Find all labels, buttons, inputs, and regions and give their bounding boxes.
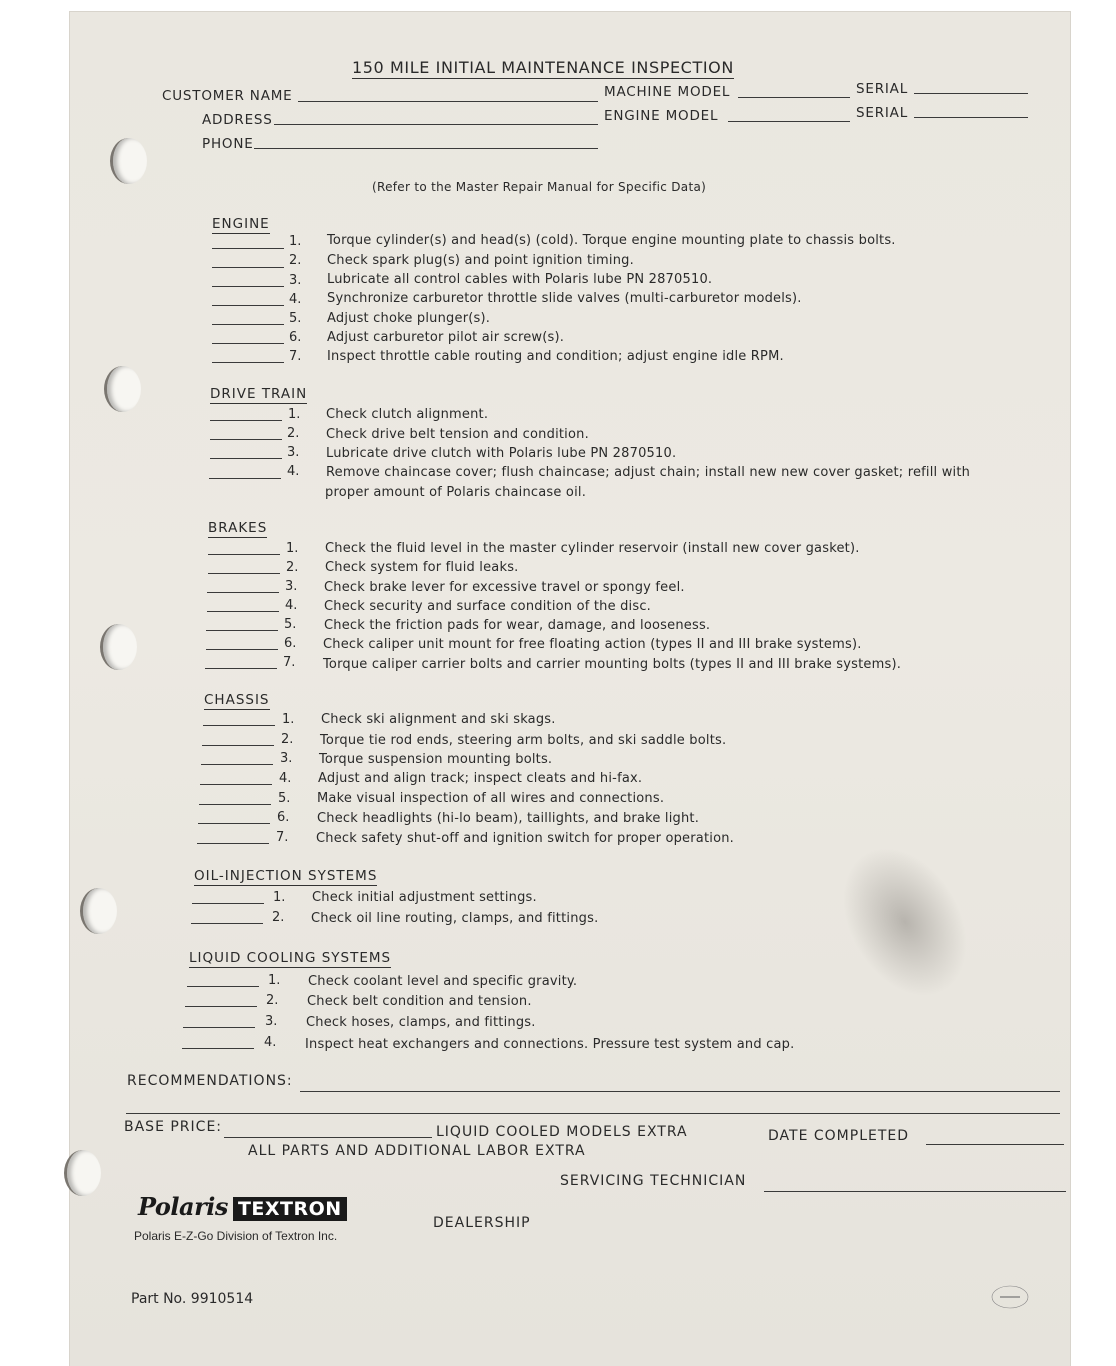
- check-blank[interactable]: [182, 1048, 254, 1049]
- item-text: Remove chaincase cover; flush chaincase; adjust chain; install new new cover gasket; refill with: [326, 465, 971, 480]
- machine-model-label: MACHINE MODEL: [604, 84, 731, 100]
- check-blank[interactable]: [198, 823, 270, 824]
- check-blank[interactable]: [206, 649, 278, 650]
- division-text: Polaris E-Z-Go Division of Textron Inc.: [134, 1229, 338, 1243]
- check-blank[interactable]: [212, 286, 284, 287]
- stain-mark: [817, 825, 992, 1019]
- item-text: Torque tie rod ends, steering arm bolts, and ski saddle bolts.: [320, 733, 727, 748]
- item-number: 5.: [289, 311, 302, 326]
- check-blank[interactable]: [202, 745, 274, 746]
- dealership-label: DEALERSHIP: [433, 1215, 531, 1231]
- item-text: Check the friction pads for wear, damage, and looseness.: [324, 618, 711, 633]
- item-text: Synchronize carburetor throttle slide valves (multi-carburetor models).: [327, 291, 802, 306]
- check-blank[interactable]: [212, 343, 284, 344]
- item-number: 3.: [265, 1014, 278, 1029]
- item-text: Check caliper unit mount for free floating action (types II and III brake systems).: [323, 637, 862, 652]
- binder-hole: [104, 366, 141, 412]
- item-number: 1.: [282, 712, 295, 727]
- base-price-label: BASE PRICE:: [124, 1119, 223, 1135]
- check-blank[interactable]: [183, 1027, 255, 1028]
- address-label: ADDRESS: [202, 112, 273, 128]
- check-blank[interactable]: [199, 804, 271, 805]
- check-blank[interactable]: [208, 573, 280, 574]
- item-text: Check belt condition and tension.: [307, 994, 532, 1009]
- machine-model-field[interactable]: [738, 97, 850, 98]
- check-blank[interactable]: [185, 1006, 257, 1007]
- section-heading: BRAKES: [208, 520, 268, 536]
- liquid-cooled-note: LIQUID COOLED MODELS EXTRA: [436, 1124, 688, 1140]
- engine-model-field[interactable]: [728, 121, 850, 122]
- serial-field[interactable]: [914, 117, 1028, 118]
- item-text: Check brake lever for excessive travel or spongy feel.: [324, 580, 685, 595]
- phone-label: PHONE: [202, 136, 254, 152]
- check-blank[interactable]: [210, 439, 282, 440]
- serial-label: SERIAL: [856, 81, 909, 97]
- item-number: 3.: [289, 273, 302, 288]
- item-number: 4.: [289, 292, 302, 307]
- parts-labor-note: ALL PARTS AND ADDITIONAL LABOR EXTRA: [248, 1143, 586, 1159]
- binder-hole: [110, 138, 147, 184]
- item-text: Check headlights (hi-lo beam), taillights, and brake light.: [317, 811, 700, 826]
- recommendations-label: RECOMMENDATIONS:: [127, 1073, 293, 1089]
- item-text-continued: proper amount of Polaris chaincase oil.: [325, 485, 587, 500]
- item-text: Check the fluid level in the master cylinder reservoir (install new cover gasket).: [325, 541, 860, 556]
- check-blank[interactable]: [212, 362, 284, 363]
- check-blank[interactable]: [210, 420, 282, 421]
- item-number: 2.: [266, 993, 279, 1008]
- check-blank[interactable]: [205, 668, 277, 669]
- item-text: Check system for fluid leaks.: [325, 560, 519, 575]
- item-text: Torque suspension mounting bolts.: [319, 752, 553, 767]
- item-number: 2.: [287, 426, 300, 441]
- check-blank[interactable]: [203, 725, 275, 726]
- binder-hole: [64, 1150, 101, 1196]
- item-number: 5.: [278, 791, 291, 806]
- item-number: 4.: [264, 1035, 277, 1050]
- item-number: 1.: [286, 541, 299, 556]
- item-text: Torque cylinder(s) and head(s) (cold). Torque engine mounting plate to chassis bolts.: [327, 233, 896, 248]
- polaris-logo-text: Polaris: [138, 1192, 228, 1221]
- check-blank[interactable]: [212, 324, 284, 325]
- page-title: 150 MILE INITIAL MAINTENANCE INSPECTION: [352, 58, 734, 77]
- base-price-field[interactable]: [224, 1137, 432, 1138]
- item-text: Check clutch alignment.: [326, 407, 489, 422]
- item-text: Make visual inspection of all wires and connections.: [317, 791, 665, 806]
- section-heading: ENGINE: [212, 216, 270, 232]
- item-text: Adjust carburetor pilot air screw(s).: [327, 330, 565, 345]
- customer-name-field[interactable]: [298, 101, 598, 102]
- address-field[interactable]: [274, 124, 598, 125]
- item-number: 4.: [287, 464, 300, 479]
- customer-name-label: CUSTOMER NAME: [162, 88, 293, 104]
- serial-label: SERIAL: [856, 105, 909, 121]
- item-number: 2.: [289, 253, 302, 268]
- item-number: 7.: [283, 655, 296, 670]
- check-blank[interactable]: [206, 630, 278, 631]
- item-text: Torque caliper carrier bolts and carrier mounting bolts (types II and III brake systems).: [323, 657, 902, 672]
- item-text: Check spark plug(s) and point ignition timing.: [327, 253, 634, 268]
- item-number: 4.: [279, 771, 292, 786]
- part-number: Part No. 9910514: [131, 1291, 254, 1307]
- item-number: 3.: [287, 445, 300, 460]
- recommendations-field-line-2[interactable]: [126, 1113, 1060, 1114]
- check-blank[interactable]: [212, 248, 284, 249]
- check-blank[interactable]: [191, 923, 263, 924]
- servicing-technician-field[interactable]: [764, 1191, 1066, 1192]
- date-completed-field[interactable]: [926, 1144, 1064, 1145]
- item-number: 7.: [289, 349, 302, 364]
- item-text: Check ski alignment and ski skags.: [321, 712, 556, 727]
- item-text: Lubricate drive clutch with Polaris lube PN 2870510.: [326, 446, 677, 461]
- item-number: 2.: [272, 910, 285, 925]
- section-heading: LIQUID COOLING SYSTEMS: [189, 950, 392, 966]
- check-blank[interactable]: [212, 305, 284, 306]
- item-text: Check oil line routing, clamps, and fittings.: [311, 911, 599, 926]
- check-blank[interactable]: [197, 843, 269, 844]
- phone-field[interactable]: [254, 148, 598, 149]
- item-text: Check safety shut-off and ignition switch for proper operation.: [316, 831, 734, 846]
- section-heading: DRIVE TRAIN: [210, 386, 308, 402]
- section-heading: CHASSIS: [204, 692, 270, 708]
- polaris-textron-logo: [138, 1192, 347, 1221]
- check-blank[interactable]: [207, 611, 279, 612]
- item-text: Inspect heat exchangers and connections. Pressure test system and cap.: [305, 1037, 795, 1052]
- item-text: Check coolant level and specific gravity.: [308, 974, 578, 989]
- item-number: 6.: [284, 636, 297, 651]
- check-blank[interactable]: [207, 592, 279, 593]
- item-number: 1.: [273, 890, 286, 905]
- binder-hole: [80, 888, 117, 934]
- item-text: Check drive belt tension and condition.: [326, 427, 589, 442]
- check-blank[interactable]: [192, 903, 264, 904]
- item-number: 2.: [281, 732, 294, 747]
- item-text: Adjust and align track; inspect cleats and hi-fax.: [318, 771, 643, 786]
- check-blank[interactable]: [200, 784, 272, 785]
- reference-note: (Refer to the Master Repair Manual for Specific Data): [372, 180, 707, 194]
- item-number: 3.: [280, 751, 293, 766]
- item-text: Check hoses, clamps, and fittings.: [306, 1015, 536, 1030]
- recommendations-field[interactable]: [300, 1091, 1060, 1092]
- engine-model-label: ENGINE MODEL: [604, 108, 719, 124]
- item-number: 2.: [286, 560, 299, 575]
- item-number: 1.: [288, 407, 301, 422]
- item-text: Inspect throttle cable routing and condition; adjust engine idle RPM.: [327, 349, 784, 364]
- check-blank[interactable]: [187, 986, 259, 987]
- section-heading: OIL-INJECTION SYSTEMS: [194, 868, 378, 884]
- check-blank[interactable]: [210, 458, 282, 459]
- item-text: Adjust choke plunger(s).: [327, 311, 491, 326]
- union-label-seal: [988, 1282, 1032, 1312]
- item-number: 6.: [289, 330, 302, 345]
- check-blank[interactable]: [208, 554, 280, 555]
- binder-hole: [100, 624, 137, 670]
- item-number: 1.: [289, 234, 302, 249]
- item-text: Check initial adjustment settings.: [312, 890, 537, 905]
- item-number: 7.: [276, 830, 289, 845]
- check-blank[interactable]: [209, 478, 281, 479]
- date-completed-label: DATE COMPLETED: [768, 1128, 910, 1144]
- item-text: Lubricate all control cables with Polaris lube PN 2870510.: [327, 272, 713, 287]
- item-text: Check security and surface condition of the disc.: [324, 599, 652, 614]
- servicing-technician-label: SERVICING TECHNICIAN: [560, 1173, 747, 1189]
- check-blank[interactable]: [212, 267, 284, 268]
- item-number: 6.: [277, 810, 290, 825]
- item-number: 3.: [285, 579, 298, 594]
- seal-icon: [988, 1282, 1032, 1312]
- serial-field[interactable]: [914, 93, 1028, 94]
- textron-logo-text: TEXTRON: [233, 1197, 347, 1221]
- item-number: 4.: [285, 598, 298, 613]
- item-number: 1.: [268, 973, 281, 988]
- check-blank[interactable]: [201, 764, 273, 765]
- item-number: 5.: [284, 617, 297, 632]
